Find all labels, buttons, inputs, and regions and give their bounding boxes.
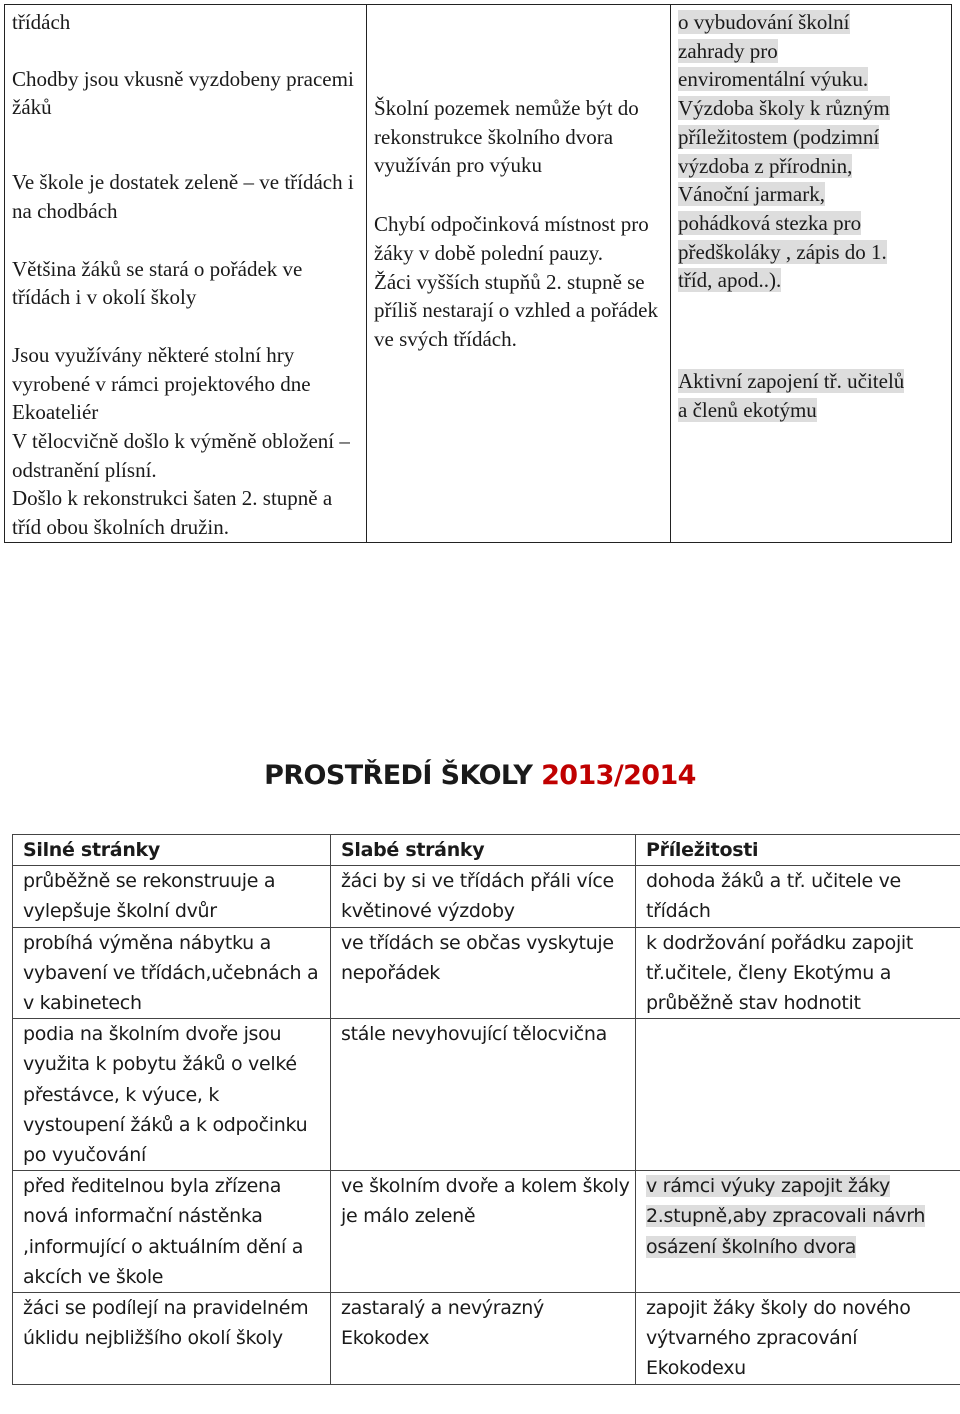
top-col1-item4: Jsou využívány některé stolní hry vyrobené v rámci projektového dne Ekoateliér [12,342,311,425]
table-cell: podia na školním dvoře jsou využita k pobytu žáků o velké přestávce, k výuce, k vystoupení žáků a k odpočinku po vyučování [13,1019,331,1171]
top-col3-line6: výzdoba z přírodnin, [678,153,853,178]
top-col2-item3: Žáci vyšších stupňů 2. stupně se příliš nestarají o vzhled a pořádek ve svých třídách. [374,269,658,351]
highlighted-text: v rámci výuky zapojit žáky 2.stupně,aby zpracovali návrh osázení školního dvora [646,1175,926,1258]
table-row [13,1019,960,1171]
table-cell: k dodržování pořádku zapojit tř.učitele, členy Ekotýmu a průběžně stav hodnotit [636,927,960,1019]
table-cell: žáci by si ve třídách přáli více květinové výzdoby [331,866,636,927]
top-col3-line7: Vánoční jarmark, [678,182,825,207]
top-col1-item1: Chodby jsou vkusně vyzdobeny pracemi žáků [12,66,354,120]
table-cell: před ředitelnou byla zřízena nová informační nástěnka ,informující o aktuálním dění a akcích ve škole [13,1171,331,1293]
top-col1-item3: Většina žáků se stará o pořádek ve třídách i v okolí školy [12,256,303,310]
top-col3-line1: o vybudování školní [678,10,850,34]
top-col2-cell [367,5,671,543]
top-col3-cell [671,5,952,543]
heading-year: 2013/2014 [541,760,696,791]
top-col1-cell [5,5,367,543]
top-col1-item2: Ve škole je dostatek zeleně – ve třídách i na chodbách [12,170,354,223]
table-cell: zapojit žáky školy do nového výtvarného zpracování Ekokodexu [636,1293,960,1385]
table-cell: ve školním dvoře a kolem školy je málo zeleně [331,1171,636,1293]
top-col1-item5: V tělocvičně došlo k výměně obložení – odstranění plísní. [12,429,350,482]
section-heading [0,760,960,791]
table-row [13,866,960,927]
top-col3-line5: příležitostem (podzimní [678,124,880,149]
top-col1-item6: Došlo k rekonstrukci šaten 2. stupně a tříd obou školních družin. [12,486,333,540]
top-col3-line10: tříd, apod..). [678,268,782,293]
top-col2-item2: Chybí odpočinková místnost pro žáky v době polední pauzy. [374,212,649,265]
table-cell: žáci se podílejí na pravidelném úklidu nejbližšího okolí školy [13,1293,331,1385]
top-col1-trailing: třídách [12,10,71,34]
header-weaknesses: Slabé stránky [331,835,636,866]
top-col3-line9: předškoláky , zápis do 1. [678,239,887,264]
top-col3-line8: pohádková stezka pro [678,210,862,235]
table-cell [636,1019,960,1171]
table-row [13,927,960,1019]
table-cell: průběžně se rekonstruuje a vylepšuje školní dvůr [13,866,331,927]
top-col3-line4: Výzdoba školy k různým [678,96,890,121]
table-cell: dohoda žáků a tř. učitele ve třídách [636,866,960,927]
top-col3-line11: Aktivní zapojení tř. učitelů [678,369,905,394]
top-col2-item1: Školní pozemek nemůže být do rekonstrukce školního dvora využíván pro výuku [374,96,639,178]
top-col3-line12: a členů ekotýmu [678,397,817,422]
top-col3-line3: enviromentální výuku. [678,67,869,92]
table-row [13,1293,960,1385]
swot-table [12,834,960,1385]
header-strengths: Silné stránky [13,835,331,866]
table-cell: probíhá výměna nábytku a vybavení ve třídách,učebnách a v kabinetech [13,927,331,1019]
top-col3-line2: zahrady pro [678,38,778,63]
header-opportunities: Příležitosti [636,835,960,866]
table-row [13,1171,960,1293]
top-table [4,4,952,543]
table-cell: ve třídách se občas vyskytuje nepořádek [331,927,636,1019]
table-cell: stále nevyhovující tělocvična [331,1019,636,1171]
heading-title: PROSTŘEDÍ ŠKOLY [264,760,533,791]
table-cell: zastaralý a nevýrazný Ekokodex [331,1293,636,1385]
table-cell [636,1171,960,1293]
